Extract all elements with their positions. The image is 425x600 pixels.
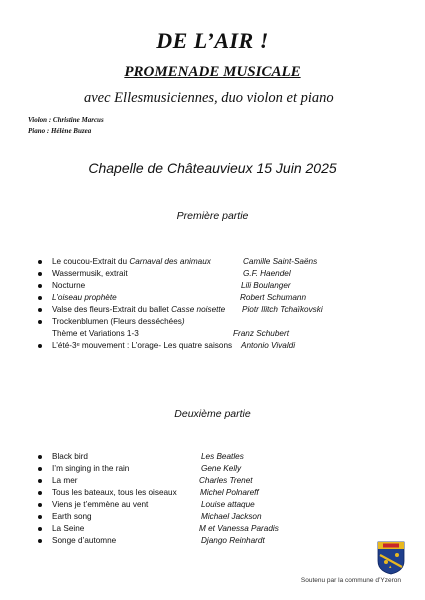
bullet-icon [38, 455, 42, 459]
composer: M et Vanessa Paradis [199, 524, 279, 533]
piece-title: Nocturne [52, 281, 86, 290]
bullet-icon [38, 515, 42, 519]
piece-title: L’été-3ᵉ mouvement : L’orage- Les quatre saisons [52, 341, 233, 350]
bullet-icon [38, 467, 42, 471]
bullet-icon [38, 344, 42, 348]
list-item [0, 304, 425, 316]
composer: Michael Jackson [201, 512, 262, 521]
composer: Franz Schubert [233, 329, 289, 338]
bullet-icon [38, 260, 42, 264]
bullet-icon [38, 284, 42, 288]
piece-title: Trockenblumen (Fleurs desséchées) [52, 317, 185, 326]
piece-title: La Seine [52, 524, 85, 533]
composer: Les Beatles [201, 452, 244, 461]
list-item [0, 268, 425, 280]
piece-title: Tous les bateaux, tous les oiseaux [52, 488, 177, 497]
bullet-icon [38, 320, 42, 324]
list-item [0, 463, 425, 475]
page-title: DE L’AIR ! [156, 28, 269, 53]
composer: Louise attaque [201, 500, 255, 509]
piece-title: Wassermusik, extrait [52, 269, 128, 278]
bullet-icon [38, 527, 42, 531]
list-item [0, 451, 425, 463]
part2-title: Deuxième partie [174, 408, 251, 420]
page-subtitle: PROMENADE MUSICALE [124, 64, 301, 80]
composer: G.F. Haendel [243, 269, 291, 278]
bullet-icon [38, 491, 42, 495]
piece-title: Songe d’automne [52, 536, 117, 545]
composer: Gene Kelly [201, 464, 242, 473]
composer: Charles Trenet [199, 476, 253, 485]
piece-title: Earth song [52, 512, 92, 521]
yzeron-crest-icon [377, 541, 405, 575]
list-item-continuation [0, 328, 425, 340]
performer-piano: Piano : Hélène Buzea [28, 127, 92, 135]
piece-title: Le coucou-Extrait du Carnaval des animaux [52, 257, 211, 266]
piece-title: Thème et Variations 1-3 [52, 329, 139, 338]
composer: Django Reinhardt [201, 536, 265, 545]
list-item [0, 511, 425, 523]
piece-title: Viens je t’emmène au vent [52, 500, 149, 509]
list-item [0, 340, 425, 352]
bullet-icon [38, 308, 42, 312]
composer: Camille Saint-Saëns [243, 257, 318, 266]
piece-title: Valse des fleurs-Extrait du ballet Casse noisette [52, 305, 226, 314]
tagline: avec Ellesmusiciennes, duo violon et piano [84, 90, 334, 106]
list-item [0, 256, 425, 268]
piece-title: Black bird [52, 452, 88, 461]
composer: Robert Schumann [240, 293, 306, 302]
composer: Antonio Vivaldi [241, 341, 296, 350]
bullet-icon [38, 503, 42, 507]
list-item [0, 487, 425, 499]
part1-title: Première partie [176, 210, 249, 222]
list-item [0, 292, 425, 304]
composer: Michel Polnareff [200, 488, 259, 497]
piece-title: L’oiseau prophète [52, 293, 117, 302]
bullet-icon [38, 479, 42, 483]
bullet-icon [38, 272, 42, 276]
bullet-icon [38, 539, 42, 543]
piece-title: La mer [52, 476, 78, 485]
list-item [0, 280, 425, 292]
piece-title: I’m singing in the rain [52, 464, 130, 473]
list-item [0, 535, 425, 547]
list-item [0, 523, 425, 535]
sponsor-note: Soutenu par la commune d’Yzeron [300, 577, 401, 584]
list-item [0, 499, 425, 511]
list-item [0, 475, 425, 487]
performer-violin: Violon : Christine Marcus [28, 116, 104, 124]
bullet-icon [38, 296, 42, 300]
composer: Lili Boulanger [241, 281, 291, 290]
venue-date: Chapelle de Châteauvieux 15 Juin 2025 [88, 160, 337, 176]
list-item [0, 316, 425, 328]
composer: Piotr Ilitch Tchaïkovski [242, 305, 323, 314]
